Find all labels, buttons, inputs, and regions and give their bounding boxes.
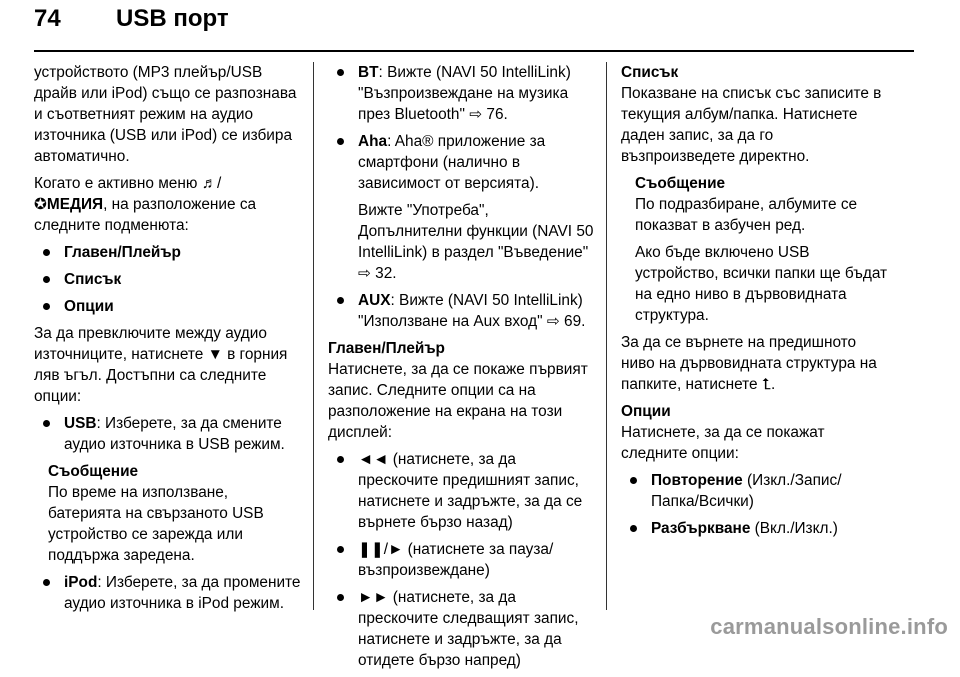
paragraph: За да превключите между аудио източниците, натиснете ▼ в горния ляв ъгъл. Достъпни са следните опции: xyxy=(34,325,288,405)
list-item: AUX: Вижте (NAVI 50 IntelliLink) "Използване на Aux вход" ⇨ 69. xyxy=(328,290,596,332)
column-divider xyxy=(313,62,314,610)
list-item: Разбъркване (Вкл./Изкл.) xyxy=(621,518,891,539)
column-1 xyxy=(34,62,302,620)
list-item: Главен/Плейър xyxy=(34,242,302,263)
media-icon: ✪ xyxy=(34,196,47,213)
column-3 xyxy=(621,62,891,545)
section-heading: Главен/Плейър xyxy=(328,340,445,357)
paragraph: Показване на списък със записите в текущия албум/папка. Натиснете даден запис, за да го възпроизведете директно. xyxy=(621,85,882,165)
list-item: BT: Вижте (NAVI 50 IntelliLink) "Възпроизвеждане на музика през Bluetooth" ⇨ 76. xyxy=(328,62,596,125)
source-list xyxy=(34,572,302,614)
list-item: iPod: Изберете, за да промените аудио източника в iPod режим. xyxy=(34,572,302,614)
options-list xyxy=(621,470,891,539)
controls-list xyxy=(328,449,596,671)
list-item: Опции xyxy=(34,296,302,317)
note-text: По подразбиране, албумите се показват в азбучен ред. xyxy=(635,196,858,234)
list-item: ◄◄ (натиснете, за да прескочите предишният запис, натиснете и задръжте, за да се върнете бързо назад) xyxy=(328,449,596,533)
note-title: Съобщение xyxy=(48,463,139,480)
column-2 xyxy=(328,62,596,677)
paragraph: Натиснете, за да се покажат следните опции: xyxy=(621,424,825,462)
submenu-list xyxy=(34,242,302,317)
list-item: Aha: Aha® приложение за смартфони (налично в зависимост от версията). xyxy=(328,131,596,194)
note xyxy=(48,461,302,566)
watermark: carmanualsonline.info xyxy=(710,614,948,639)
paragraph: Натиснете, за да се покаже първият запис. Следните опции са на разположение на екрана на този дисплей: xyxy=(328,361,588,441)
source-list xyxy=(328,290,596,332)
list-item: USB: Изберете, за да смените аудио източника в USB режим. xyxy=(34,413,302,455)
section-heading: Списък xyxy=(621,64,679,81)
note-text: По време на използване, батерията на свързаното USB устройство се зарежда или поддържа заредена. xyxy=(48,484,264,564)
source-list xyxy=(34,413,302,455)
note xyxy=(635,173,891,326)
page-number: 74 xyxy=(34,5,61,32)
paragraph: Вижте "Употреба", Допълнителни функции (NAVI 50 IntelliLink) в раздел "Въведение" ⇨ 32. xyxy=(358,202,594,282)
media-menu-label: МЕДИЯ xyxy=(46,196,104,213)
list-item: ❚❚/► (натиснете за пауза/ възпроизвеждане) xyxy=(328,539,596,581)
page-title: USB порт xyxy=(116,5,229,32)
source-list xyxy=(328,62,596,194)
paragraph: устройството (MP3 плейър/USB драйв или iPod) също се разпознава и съответният режим на аудио източника (USB или iPod) се избира автоматично. xyxy=(34,64,297,165)
note-text: Ако бъде включено USB устройство, всички папки ще бъдат на едно ниво в дървовидната структура. xyxy=(635,244,888,324)
column-divider xyxy=(606,62,607,610)
section-heading: Опции xyxy=(621,403,671,420)
list-item: ►► (натиснете, за да прескочите следващият запис, натиснете и задръжте, за да отидете бързо напред) xyxy=(328,587,596,671)
note-title: Съобщение xyxy=(635,175,726,192)
list-item: Списък xyxy=(34,269,302,290)
page-header xyxy=(0,0,960,52)
paragraph: За да се върнете на предишното ниво на дървовидната структура на папките, натиснете ⮤. xyxy=(621,334,877,393)
list-item: Повторение (Изкл./Запис/ Папка/Всички) xyxy=(621,470,891,512)
header-rule xyxy=(34,50,914,52)
paragraph: Когато е активно меню ♬/ ✪МЕДИЯ, на разположение са следните подменюта: xyxy=(34,175,257,234)
